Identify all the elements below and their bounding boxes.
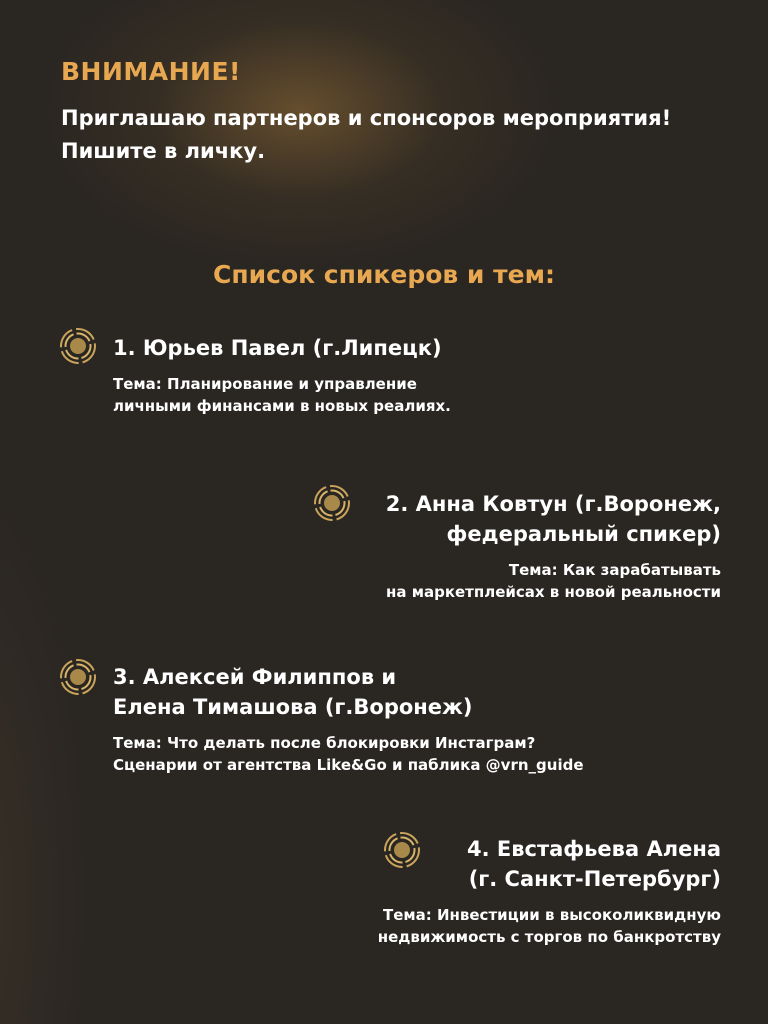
speaker-item xyxy=(113,662,584,776)
speaker-name-line: 3. Алексей Филиппов и xyxy=(113,665,397,689)
speaker-topic-line: личными финансами в новых реалиях. xyxy=(113,397,451,415)
bullseye-icon xyxy=(59,658,97,696)
speaker-topic-line: недвижимость с торгов по банкротству xyxy=(377,928,721,946)
speaker-name-line: федеральный спикер) xyxy=(446,522,721,546)
invite-line: Приглашаю партнеров и спонсоров мероприятия! xyxy=(61,106,672,130)
speaker-name-line: Елена Тимашова (г.Воронеж) xyxy=(113,695,473,719)
speaker-topic-line: Тема: Планирование и управление xyxy=(113,375,417,393)
speaker-item xyxy=(113,333,451,417)
speaker-topic-line: Тема: Инвестиции в высоколиквидную xyxy=(382,906,721,924)
speaker-topic xyxy=(113,373,451,417)
speaker-topic-line: на маркетплейсах в новой реальности xyxy=(385,583,721,601)
invite-text xyxy=(61,102,671,168)
speaker-name xyxy=(113,333,451,363)
speaker-name xyxy=(378,834,721,894)
speaker-name xyxy=(386,489,721,549)
speaker-name-line: 1. Юрьев Павел (г.Липецк) xyxy=(113,336,442,360)
speaker-name-line: 4. Евстафьева Алена xyxy=(466,837,721,861)
speaker-topic-line: Сценарии от агентства Like&Go и паблика @vrn_guide xyxy=(113,756,584,774)
speakers-list-title: Список спикеров и тем: xyxy=(212,260,556,289)
speaker-name xyxy=(113,662,584,722)
attention-heading: ВНИМАНИЕ! xyxy=(61,57,241,86)
speaker-item xyxy=(386,489,721,603)
invite-line: Пишите в личку. xyxy=(61,139,266,163)
speaker-topic xyxy=(113,732,584,776)
bullseye-icon xyxy=(313,484,351,522)
speaker-topic xyxy=(386,559,721,603)
bullseye-icon xyxy=(59,327,97,365)
speaker-name-line: (г. Санкт-Петербург) xyxy=(468,867,721,891)
speaker-topic-line: Тема: Что делать после блокировки Инстаграм? xyxy=(113,734,536,752)
speaker-topic-line: Тема: Как зарабатывать xyxy=(508,561,721,579)
speaker-name-line: 2. Анна Ковтун (г.Воронеж, xyxy=(385,492,721,516)
speaker-item xyxy=(378,834,721,948)
speaker-topic xyxy=(378,904,721,948)
